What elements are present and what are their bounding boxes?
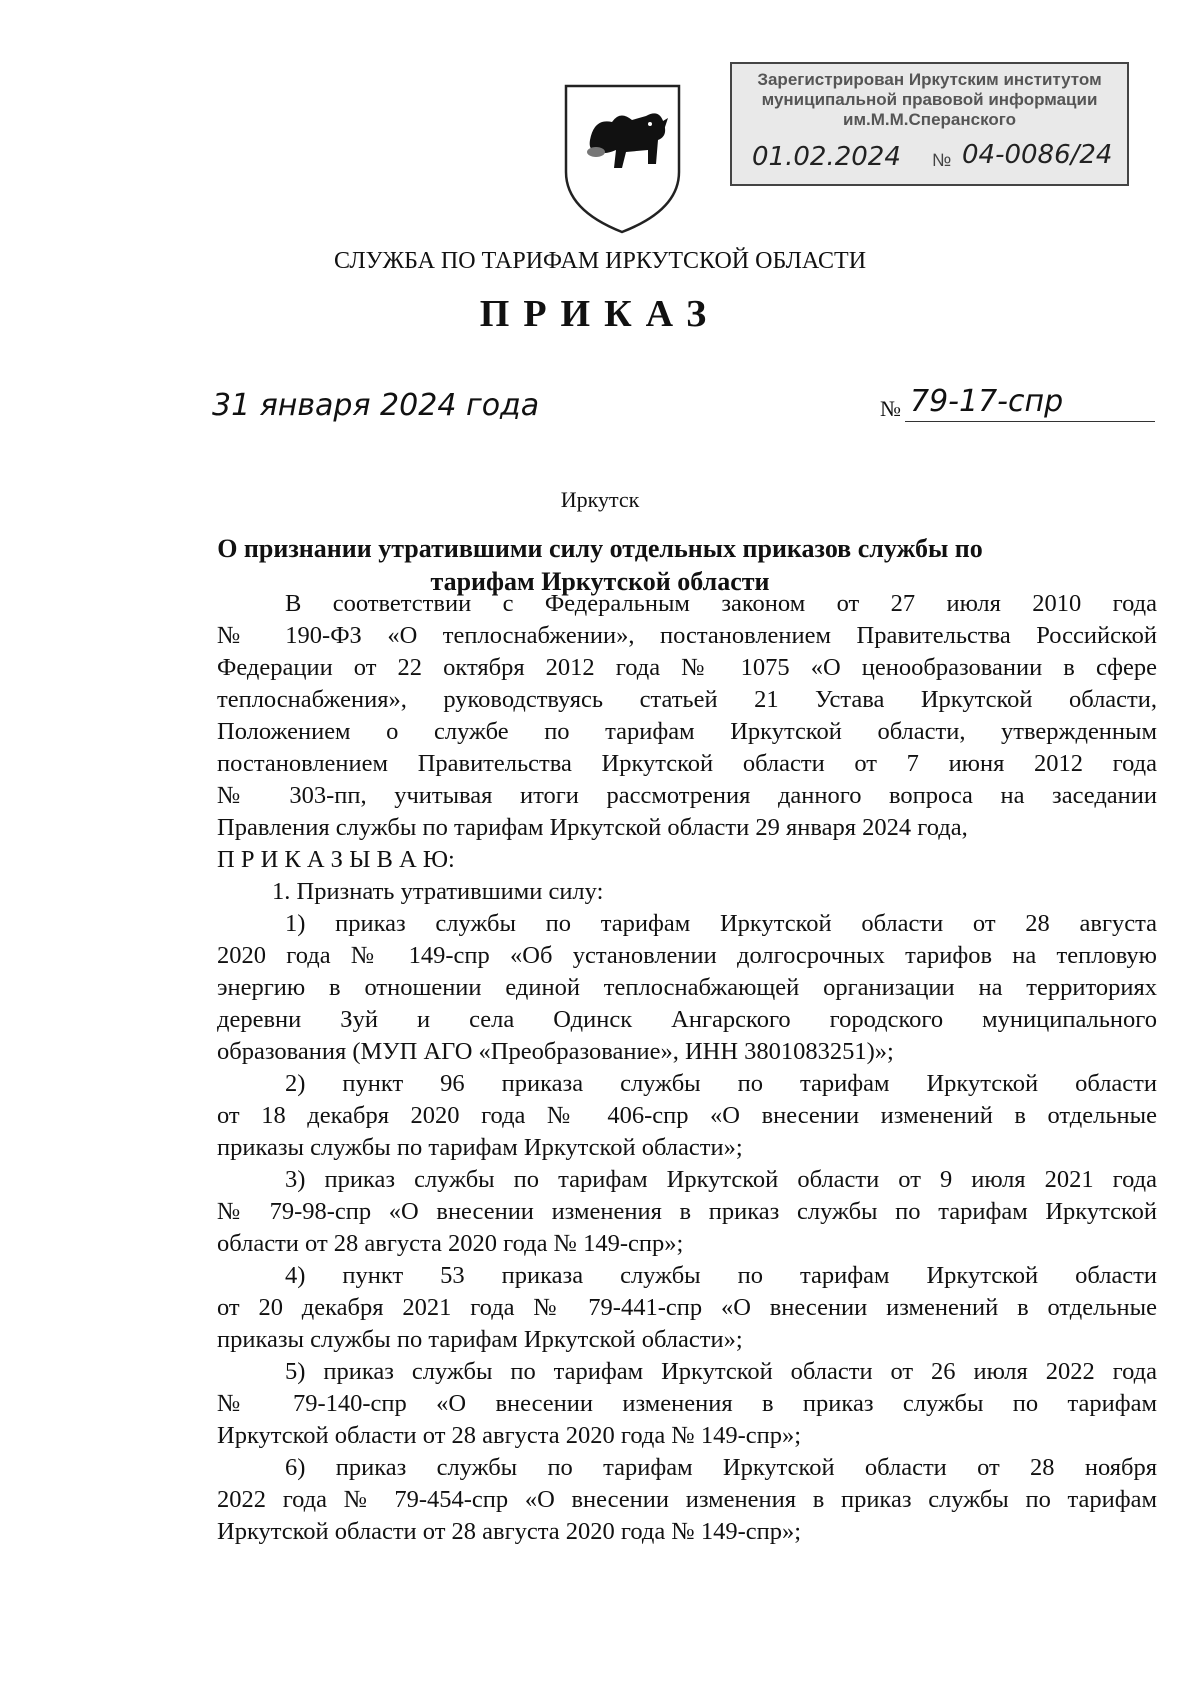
body-line: постановлением Правительства Иркутской области от 7 июня 2012 года [217, 750, 1157, 777]
city: Иркутск [560, 487, 640, 512]
order-decree: П Р И К А З Ы В А Ю: [217, 846, 455, 873]
list-item-line: образования (МУП АГО «Преобразование», ИНН 3801083251)»; [217, 1038, 894, 1065]
body-line: В соответствии с Федеральным законом от 27 июля 2010 года [285, 590, 1157, 617]
order-number-underline [905, 421, 1155, 422]
list-item-line: Иркутской области от 28 августа 2020 года № 149-спр»; [217, 1422, 802, 1449]
body-line: № 190-ФЗ «О теплоснабжении», постановлением Правительства Российской [217, 622, 1157, 649]
order-number-label: № [880, 396, 901, 421]
stamp-date: 01.02.2024 [752, 142, 901, 172]
list-item-line: от 20 декабря 2021 года № 79-441-спр «О внесении изменений в отдельные [217, 1294, 1157, 1321]
list-item-line: энергию в отношении единой теплоснабжающей организации на территориях [217, 974, 1157, 1001]
list-item-line: приказы службы по тарифам Иркутской области»; [217, 1326, 743, 1353]
list-item-line: деревни Зуй и села Одинск Ангарского городского муниципального [217, 1006, 1157, 1033]
list-item-line: № 79-140-спр «О внесении изменения в приказ службы по тарифам [217, 1390, 1157, 1417]
registration-stamp [730, 62, 1129, 186]
list-item-line: области от 28 августа 2020 года № 149-спр»; [217, 1230, 684, 1257]
stamp-line: муниципальной правовой информации [761, 90, 1098, 109]
stamp-number-label: № [932, 150, 952, 170]
stamp-line: им.М.М.Сперанского [843, 110, 1016, 129]
body-line: Федерации от 22 октября 2012 года № 1075 «О ценообразовании в сфере [217, 654, 1157, 681]
body-line: теплоснабжения», руководствуясь статьей 21 Устава Иркутской области, [217, 686, 1157, 713]
document-type: ПРИКАЗ [479, 293, 721, 335]
order-number: 79-17-спр [910, 384, 1064, 419]
list-item-line: 2020 года № 149-спр «Об установлении долгосрочных тарифов на тепловую [217, 942, 1157, 969]
agency-name: СЛУЖБА ПО ТАРИФАМ ИРКУТСКОЙ ОБЛАСТИ [333, 248, 867, 274]
list-item-line: 4) пункт 53 приказа службы по тарифам Иркутской области [285, 1262, 1157, 1289]
list-item-line: от 18 декабря 2020 года № 406-спр «О внесении изменений в отдельные [217, 1102, 1157, 1129]
stamp-line: Зарегистрирован Иркутским институтом [757, 70, 1102, 89]
document-title: О признании утратившими силу отдельных приказов службы по [217, 534, 983, 563]
list-item-line: 1) приказ службы по тарифам Иркутской области от 28 августа [285, 910, 1157, 937]
list-item-line: 3) приказ службы по тарифам Иркутской области от 9 июля 2021 года [285, 1166, 1157, 1193]
document-title: тарифам Иркутской области [430, 567, 770, 596]
body-line: № 303-пп, учитывая итоги рассмотрения данного вопроса на заседании [217, 782, 1157, 809]
clause-heading: 1. Признать утратившими силу: [272, 878, 604, 905]
coat-of-arms-emblem [560, 80, 685, 235]
body-line: Положением о службе по тарифам Иркутской области, утвержденным [217, 718, 1157, 745]
list-item-line: 6) приказ службы по тарифам Иркутской области от 28 ноября [285, 1454, 1157, 1481]
order-date: 31 января 2024 года [212, 388, 540, 423]
list-item-line: 2022 года № 79-454-спр «О внесении изменения в приказ службы по тарифам [217, 1486, 1157, 1513]
stamp-number: 04-0086/24 [962, 140, 1113, 170]
list-item-line: 2) пункт 96 приказа службы по тарифам Иркутской области [285, 1070, 1157, 1097]
list-item-line: № 79-98-спр «О внесении изменения в приказ службы по тарифам Иркутской [217, 1198, 1157, 1225]
body-line: Правления службы по тарифам Иркутской области 29 января 2024 года, [217, 814, 968, 841]
list-item-line: Иркутской области от 28 августа 2020 года № 149-спр»; [217, 1518, 802, 1545]
list-item-line: приказы службы по тарифам Иркутской области»; [217, 1134, 743, 1161]
list-item-line: 5) приказ службы по тарифам Иркутской области от 26 июля 2022 года [285, 1358, 1157, 1385]
